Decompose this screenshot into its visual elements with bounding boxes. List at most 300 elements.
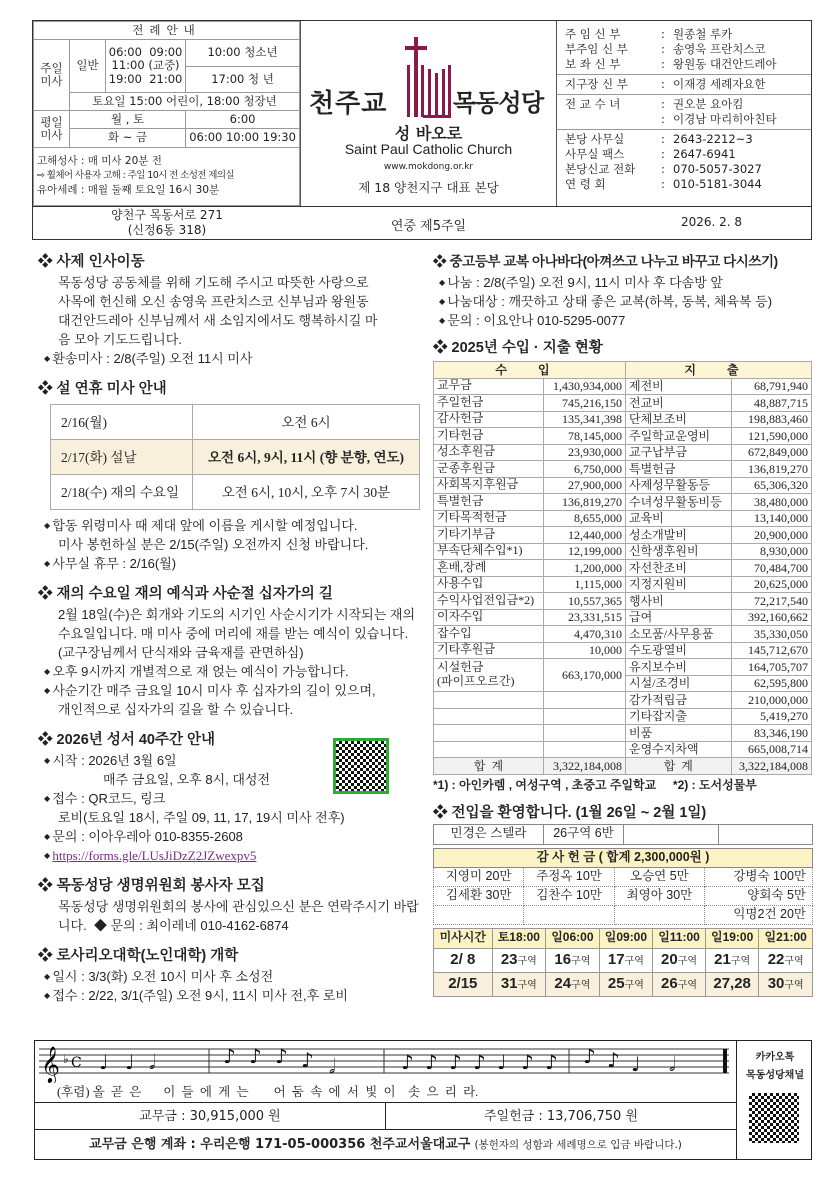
svg-text:♩: ♩ <box>497 1050 507 1074</box>
donor-cell: 오승연 5만 <box>614 867 704 886</box>
youth-mass: 10:00 청소년 <box>186 40 300 66</box>
svg-text:♪: ♪ <box>449 1050 462 1074</box>
expense-item: 기타잡지출 <box>626 708 732 725</box>
expense-amount: 65,306,320 <box>731 477 811 494</box>
expense-item: 제전비 <box>626 378 732 395</box>
table-row <box>434 626 812 643</box>
mon-sat-time: 6:00 <box>186 111 300 129</box>
expense-amount: 198,883,460 <box>731 411 811 428</box>
header-cell: 일21:00 <box>759 928 813 948</box>
date-cell: 2/16(월) <box>51 405 193 440</box>
qr-code[interactable] <box>333 738 389 794</box>
sunday-offering-total: 주일헌금 : 13,706,750 원 <box>386 1103 737 1130</box>
income-item: 사회복지후원금 <box>434 477 544 494</box>
general-times: 06:00 09:00 11:00 (교중) 19:00 21:00 <box>106 40 186 92</box>
church-logo <box>301 21 556 206</box>
time-cell: 오전 6시, 9시, 11시 (향 분향, 연도) <box>193 440 420 475</box>
income-amount: 8,655,000 <box>544 510 626 527</box>
svg-text:♪: ♪ <box>301 1048 314 1072</box>
expense-item: 자선찬조비 <box>626 560 732 577</box>
area-cell <box>705 948 759 972</box>
header-cell: 일11:00 <box>653 928 706 948</box>
staff-row <box>565 57 803 72</box>
area-cell <box>653 948 706 972</box>
bullet-item-cont: 매주 금요일, 오후 8시, 대성전 <box>103 772 271 787</box>
expense-amount: 8,930,000 <box>731 543 811 560</box>
income-item: 특별헌금 <box>434 494 544 511</box>
staff-row <box>565 97 803 112</box>
staff-row <box>565 112 803 127</box>
unit-label: 구역 <box>784 955 804 967</box>
table-row <box>434 948 813 972</box>
table-row <box>51 440 420 475</box>
staff-row <box>565 27 803 42</box>
cell-value: 16 <box>554 950 572 968</box>
income-item: 기타헌금 <box>434 428 544 445</box>
header-cell: 미사시간 <box>434 928 493 948</box>
expense-amount: 13,140,000 <box>731 510 811 527</box>
newcomer-area: 26구역 6반 <box>544 824 624 844</box>
income-item: 기타후원금 <box>434 642 544 659</box>
kakao-channel-label: 카카오톡 목동성당채널 <box>746 1052 804 1081</box>
logo-text-right: 목동성당 <box>453 89 544 117</box>
colon: : <box>661 112 665 126</box>
bullet-item-cont: 미사 봉헌하실 분은 2/15(주일) 오전까지 신청 바랍니다. <box>58 537 369 552</box>
income-amount: 12,440,000 <box>544 527 626 544</box>
income-amount: 6,750,000 <box>544 461 626 478</box>
expense-item: 교구납부금 <box>626 444 732 461</box>
expense-item: 특별헌금 <box>626 461 732 478</box>
cell-value: 24 <box>554 974 572 992</box>
area-cell <box>599 972 653 996</box>
unit-label: 구역 <box>677 955 698 967</box>
income-amount: 27,900,000 <box>544 477 626 494</box>
table-header <box>434 362 812 379</box>
expense-amount: 83,346,190 <box>731 725 811 742</box>
mon-sat-label: 월 , 토 <box>70 111 186 129</box>
time-cell: 오전 6시, 10시, 오후 7시 30분 <box>193 475 420 510</box>
income-amount: 78,145,000 <box>544 428 626 445</box>
table-row <box>434 886 813 905</box>
staff-contacts <box>556 21 811 206</box>
colon: : <box>661 42 665 56</box>
address: 양천구 목동서로 271 <box>111 208 223 222</box>
section-title: 재의 수요일 재의 예식과 사순절 십자가의 길 <box>56 586 333 602</box>
expense-amount: 145,712,670 <box>731 642 811 659</box>
cell-value: 17 <box>607 950 625 968</box>
time-cell: 오전 6시 <box>193 405 420 440</box>
expense-total: 3,322,184,008 <box>731 758 811 775</box>
income-item: 감사헌금 <box>434 411 544 428</box>
svg-text:♪: ♪ <box>473 1050 486 1074</box>
uniform-sharing-section: ❖ 중고등부 교복 아나바다(아껴쓰고 나누고 바꾸고 다시쓰기) ◆ 나눔 : 2/8(주일) 오전 9시, 11시 미사 후 다솜방 앞 ◆ 나눔대상 : 깨끗하고 상태 좋은 교복(하복, 동복, 체육복 등) ◆ 문의 : 이요안나 010-5295-0077 <box>433 252 818 330</box>
income-item: 이자수입 <box>434 609 544 626</box>
empty-cell <box>544 692 626 709</box>
unit-label: 구역 <box>571 979 591 991</box>
table-row <box>434 494 812 511</box>
patron-saint: 성 바오로 <box>394 124 463 143</box>
bullet-item: ◆ 오후 9시까지 개별적으로 재 얹는 예식이 가능합니다. <box>38 662 423 681</box>
bullet-item: ◆ 합동 위령미사 때 제대 앞에 이름을 게시할 예정입니다. <box>38 516 423 535</box>
staff-role: 부주임 신 부 <box>565 42 628 56</box>
bullet-item-cont: 로비(토요일 18시, 주일 09, 11, 17, 19시 미사 전후) <box>58 810 345 825</box>
income-amount: 1,200,000 <box>544 560 626 577</box>
income-item: 기타목적헌금 <box>434 510 544 527</box>
staff-value: 권오분 요아킴 <box>673 97 744 111</box>
section-title: 전입을 환영합니다. (1월 26일 ~ 2월 1일) <box>451 804 707 821</box>
liturgical-sunday: 연중 제5주일 <box>390 219 467 234</box>
bullet-item: ◆ 나눔 : 2/8(주일) 오전 9시, 11시 미사 후 다솜방 앞 <box>433 273 818 292</box>
contact: ◆ 문의 : 최이레네 010-4162-6874 <box>93 918 289 933</box>
bullet-item: ◆ 접수 : 2/22, 3/1(주일) 오전 9시, 11시 미사 전,후 로비 <box>38 986 423 1005</box>
expense-item: 비품 <box>626 725 732 742</box>
svg-text:♩: ♩ <box>125 1050 135 1074</box>
ash-wednesday-section: ❖ 재의 수요일 재의 예식과 사순절 십자가의 길 2월 18일(수)은 회개와 기도의 시기인 사순시기가 시작되는 재의 수요일입니다. 매 미사 중에 머리에 재를 받는 예식이 있습니다. (교구장님께서 단식재와 금육재를 관면하심) ◆ 오후 9시까지 개별적으로 재 얹는 예식이 가능합니다. ◆ 사순기간 매주 금요일 10시 미사 후 십자가의 길이 있으며, 개인적으로 십자가의 길을 할 수 있습니다. <box>38 584 423 719</box>
colon: : <box>661 57 665 71</box>
tue-fri-times: 06:00 10:00 19:30 <box>186 129 300 147</box>
area-cell <box>546 972 600 996</box>
cell-value: 23 <box>500 950 518 968</box>
bible-study-section: ❖ 2026년 성서 40주간 안내 ◆ 시작 : 2026년 3월 6일 매주 금요일, 오후 8시, 대성전 ◆ 접수 : QR코드, 링크 로비(토요일 18시, 주일 09, 11, 17, 19시 미사 전후) ◆ 문의 : 이아우레아 010-8355-2608 ◆ https://forms.gle/LUsJiDzZ2JZwexpv5 <box>38 730 423 865</box>
staff-value: 왕원동 대건안드레아 <box>673 57 777 71</box>
donor-cell: 최영아 30만 <box>614 886 704 905</box>
colon: : <box>661 162 665 176</box>
expense-item: 소모품/사무용품 <box>626 626 732 643</box>
wheelchair-info: ⇨ 휠체어 사용자 고해 : 주일 10시 전 소성전 제의실 <box>37 170 235 182</box>
income-amount: 12,199,000 <box>544 543 626 560</box>
table-row <box>434 428 812 445</box>
website[interactable]: www.mokdong.or.kr <box>383 162 474 172</box>
svg-text:𝅗𝅥: 𝅗𝅥 <box>329 1054 336 1078</box>
expense-amount: 20,625,000 <box>731 576 811 593</box>
expense-item: 행사비 <box>626 593 732 610</box>
unit-label: 구역 <box>517 979 537 991</box>
empty-cell <box>434 741 544 758</box>
section-title: 로사리오대학(노인대학) 개학 <box>56 948 239 964</box>
date-cell: 2/17(화) 설날 <box>51 440 193 475</box>
life-committee-section: ❖ 목동성당 생명위원회 봉사자 모집 목동성당 생명위원회의 봉사에 관심있으신 분은 연락주시기 바랍니다. ◆ 문의 : 최이레네 010-4162-6874 <box>38 878 419 933</box>
section-body: 목동성당 공동체를 위해 기도해 주시고 따뜻한 사랑으로 사목에 헌신해 오신 송영욱 프란치스코 신부님과 왕원동 대건안드레아 신부님께서 새 소임지에서도 행복하시길 마음 모아 기도드립니다. <box>58 275 378 347</box>
expense-amount: 68,791,940 <box>731 378 811 395</box>
income-amount: 1,430,934,000 <box>544 378 626 395</box>
svg-text:♪: ♪ <box>249 1045 262 1068</box>
welcome-table <box>433 824 813 845</box>
staff-role: 주 임 신 부 <box>565 27 621 41</box>
finance-section: ❖ 2025년 수입 · 지출 현황 수 입 지 출 교무금 1,430,934,000 제전비 68,791,940 주일헌금 745,216,150 전교비 48,887,715 감사헌금 135,341,398 단체보조비 198,883,460 기타헌금 78,145,000 주일학교운영비 121,590,000 성소후원금 23,930,000 교구납부금 672,849,000 군종후원금 6,750,000 특별헌금 136,819,270 사회복지후원금 27,900,000 사제성무활동등 65,306,320 특별헌금 136,819,270 수녀성무활동비등 38,480,000 기타목적헌금 8,655,000 교육비 13,140,000 기타기부금 12,440,000 성소개발비 20,900,000 부속단체수입*1) 12,199,000 신학생후원비 8,930,000 혼배,장례 1,200,000 자선찬조비 70,484,700 사용수입 1,115,000 지정지원비 20,625,000 수익사업전입금*2) 10,557,365 행사비 72,217,540 이자수입 23,331,515 급여 392,160,662 잡수입 4,470,310 소모품/사무용품 35,330,050 기타후원금 10,000 수도광열비 145,712,670 시설헌금 (파이프오르간) 663,170,000 유지보수비 164,705,707 시설/조경비 62,595,800 감가적립금 210,000,000 기타잡지출 5,419,270 비품 83,346,190 운영수지차액 665,008,714 합 계 3,322,184,008 합 계 3,322,184,008 *1) : 아인카렘 , 여성구역 , 초중고 주일학교 *2) : 도서성물부 <box>433 338 818 795</box>
area-cell <box>759 948 813 972</box>
header-cell: 일06:00 <box>546 928 600 948</box>
young-adult-mass: 17:00 청 년 <box>186 66 300 92</box>
bullet-item: ◆ 일시 : 3/3(화) 오전 10시 미사 후 소성전 <box>38 967 423 986</box>
expense-amount: 136,819,270 <box>731 461 811 478</box>
expense-amount: 35,330,050 <box>731 626 811 643</box>
area-cell <box>599 948 653 972</box>
kyomu-total: 교무금 : 30,915,000 원 <box>35 1103 386 1130</box>
table-row <box>434 692 812 709</box>
unit-label: 구역 <box>624 955 644 967</box>
svg-text:♪: ♪ <box>583 1045 596 1068</box>
income-amount: 1,115,000 <box>544 576 626 593</box>
expense-amount: 5,419,270 <box>731 708 811 725</box>
header-cell: 토18:00 <box>492 928 546 948</box>
staff-row <box>565 147 803 162</box>
hymn-and-offering-box <box>34 1040 812 1160</box>
unit-label: 구역 <box>730 955 751 967</box>
bank-account: 교무금 은행 계좌 : 우리은행 171-05-000356 천주교서울대교구 <box>89 1137 471 1152</box>
staff-row <box>565 132 803 147</box>
expense-item: 감가적립금 <box>626 692 732 709</box>
table-row <box>434 510 812 527</box>
donor-cell: 주정옥 10만 <box>524 867 614 886</box>
staff-group <box>557 21 811 75</box>
donor-cell <box>434 905 524 924</box>
mass-assignment-table <box>433 928 813 997</box>
header <box>32 20 812 240</box>
liturgy-title: 전례안내 <box>34 22 300 40</box>
cell-value: 25 <box>607 974 625 992</box>
expense-item: 수도광열비 <box>626 642 732 659</box>
table-row <box>434 725 812 742</box>
expense-item: 운영수지차액 <box>626 741 732 758</box>
area-cell <box>705 972 759 996</box>
total-label: 합 계 <box>434 758 544 775</box>
staff-row <box>565 77 803 92</box>
income-amount: 10,000 <box>544 642 626 659</box>
table-row <box>434 411 812 428</box>
svg-text:C: C <box>71 1055 82 1071</box>
income-amount: 23,331,515 <box>544 609 626 626</box>
staff-role: 지구장 신 부 <box>565 77 628 91</box>
income-amount: 136,819,270 <box>544 494 626 511</box>
bullet-item: ◆ 시작 : 2026년 3월 6일 <box>38 751 423 770</box>
empty-cell <box>544 741 626 758</box>
svg-text:♪: ♪ <box>607 1048 620 1072</box>
section-title: 목동성당 생명위원회 봉사자 모집 <box>56 878 265 894</box>
staff-value: 010-5181-3044 <box>673 177 762 191</box>
registration-link[interactable]: https://forms.gle/LUsJiDzZ2JZwexpv5 <box>52 848 257 863</box>
svg-text:𝅗𝅥: 𝅗𝅥 <box>669 1052 676 1076</box>
bullet-item: ◆ 문의 : 이요안나 010-5295-0077 <box>433 311 818 330</box>
holiday-mass-table <box>50 404 420 510</box>
table-row <box>434 395 812 412</box>
empty-cell <box>434 708 544 725</box>
expense-item: 신학생후원비 <box>626 543 732 560</box>
right-column <box>433 252 818 997</box>
bullet-item-cont: 개인적으로 십자가의 길을 할 수 있습니다. <box>58 702 294 717</box>
staff-role: 본당 사무실 <box>565 132 625 146</box>
header-cell: 일19:00 <box>705 928 759 948</box>
staff-row <box>565 42 803 57</box>
thanks-title: 감 사 헌 금 ( 합계 2,300,000원 ) <box>434 848 813 867</box>
svg-text:♪: ♪ <box>275 1045 288 1068</box>
staff-value: 2643-2212~3 <box>673 132 753 146</box>
hymn-lyrics: (후렴) 올 곧 은 이 들 에 게 는 어 둠 속 에 서 빛 이 솟 으 리 라. <box>57 1085 479 1099</box>
income-amount: 23,930,000 <box>544 444 626 461</box>
staff-value: 070-5057-3027 <box>673 162 762 176</box>
expense-amount: 62,595,800 <box>731 675 811 692</box>
date-cell <box>434 948 493 972</box>
thanks-title-row <box>434 848 813 867</box>
table-header <box>434 928 813 948</box>
table-row <box>434 543 812 560</box>
section-body: 2월 18일(수)은 회개와 기도의 시기인 사순시기가 시작되는 재의 수요일입니다. 매 미사 중에 머리에 재를 받는 예식이 있습니다. (교구장님께서 단식재와 금육재를 관면하심) <box>58 607 416 660</box>
section-title: 2026년 성서 40주간 안내 <box>56 732 216 748</box>
income-amount: 135,341,398 <box>544 411 626 428</box>
empty-cell <box>434 725 544 742</box>
expense-item: 성소개발비 <box>626 527 732 544</box>
table-row <box>434 905 813 924</box>
donor-cell: 강병숙 100만 <box>705 867 813 886</box>
table-row <box>51 405 420 440</box>
table-row <box>434 576 812 593</box>
bulletin-date: 2026. 2. 8 <box>681 215 743 229</box>
donor-cell <box>524 905 614 924</box>
staff-role: 사무실 팩스 <box>565 147 625 161</box>
staff-value: 이경남 마리히아친타 <box>673 112 777 126</box>
liturgy-schedule <box>33 21 301 206</box>
total-label: 합 계 <box>626 758 732 775</box>
unit-label: 구역 <box>517 955 537 967</box>
donor-cell <box>614 905 704 924</box>
colon: : <box>661 177 665 191</box>
donor-cell: 김찬수 10만 <box>524 886 614 905</box>
staff-value: 송영욱 프란치스코 <box>673 42 766 56</box>
svg-text:♩: ♩ <box>631 1052 641 1076</box>
staff-role: 연 령 회 <box>565 177 606 191</box>
staff-group <box>557 75 811 95</box>
header-cell: 일09:00 <box>599 928 653 948</box>
area-cell <box>653 972 706 996</box>
cell-value: 20 <box>661 950 678 968</box>
finance-table <box>433 361 812 775</box>
table-row <box>51 475 420 510</box>
svg-text:♪: ♪ <box>545 1050 558 1074</box>
colon: : <box>661 132 665 146</box>
bullet-item: ◆ 나눔대상 : 깨끗하고 상태 좋은 교복(하복, 동복, 체육복 등) <box>433 292 818 311</box>
unit-label: 구역 <box>624 979 644 991</box>
income-item: 기타기부금 <box>434 527 544 544</box>
empty-cell <box>434 692 544 709</box>
bullet-item: ◆ 환송미사 : 2/8(주일) 오전 11시 미사 <box>38 349 423 368</box>
music-staff-icon <box>39 1045 731 1083</box>
empty-cell <box>544 708 626 725</box>
address-old: (신정6동 318) <box>127 223 207 237</box>
section-title: 중고등부 교복 아나바다(아껴쓰고 나누고 바꾸고 다시쓰기) <box>449 254 778 269</box>
staff-role: 본당신교 전화 <box>565 162 636 176</box>
staff-role: 보 좌 신 부 <box>565 57 621 71</box>
kakao-qr-code[interactable] <box>749 1093 799 1143</box>
cell-value: 30 <box>767 974 785 992</box>
colon: : <box>661 147 665 161</box>
expense-amount: 20,900,000 <box>731 527 811 544</box>
staff-role <box>565 112 661 127</box>
area-cell <box>546 948 600 972</box>
staff-value: 2647-6941 <box>673 147 736 161</box>
cell-value: 31 <box>500 974 518 992</box>
svg-text:♭: ♭ <box>63 1052 69 1066</box>
income-amount: 4,470,310 <box>544 626 626 643</box>
staff-value: 원종철 루카 <box>673 27 733 41</box>
unit-label: 구역 <box>677 979 698 991</box>
income-total: 3,322,184,008 <box>544 758 626 775</box>
finance-footnote: *1) : 아인카렘 , 여성구역 , 초중고 주일학교 *2) : 도서성물부 <box>433 777 757 792</box>
colon: : <box>661 27 665 41</box>
expense-item: 지정지원비 <box>626 576 732 593</box>
expense-item: 전교비 <box>626 395 732 412</box>
donor-cell: 김세환 30만 <box>434 886 524 905</box>
staff-group <box>557 130 811 194</box>
table-row <box>434 477 812 494</box>
income-item: 수익사업전입금*2) <box>434 593 544 610</box>
cell-value: 2/15 <box>448 974 478 992</box>
hymn-score <box>35 1041 737 1103</box>
cell-value: 21 <box>714 950 731 968</box>
income-amount: 663,170,000 <box>544 659 626 692</box>
left-column <box>38 252 423 1005</box>
empty-cell <box>544 725 626 742</box>
table-row <box>434 659 812 676</box>
donor-cell: 지영미 20만 <box>434 867 524 886</box>
expense-item: 유지보수비 <box>626 659 732 676</box>
expense-item: 급여 <box>626 609 732 626</box>
staff-row <box>565 177 803 192</box>
income-item: 교무금 <box>434 378 544 395</box>
expense-amount: 672,849,000 <box>731 444 811 461</box>
area-cell <box>492 948 546 972</box>
date-cell <box>434 972 493 996</box>
table-row <box>434 593 812 610</box>
lunar-new-year-section: ❖ 설 연휴 미사 안내 2/16(월) 오전 6시 2/17(화) 설날 오전 6시, 9시, 11시 (향 분향, 연도) 2/18(수) 재의 수요일 오전 6시, 10시, 오후 7시 30분 ◆ 합동 위령미사 때 제대 앞에 이름을 게시할 예정입니다. 미사 봉헌하실 분은 2/15(주일) 오전까지 신청 바랍니다. ◆ 사무실 휴무 : 2/16(월) <box>38 379 423 573</box>
table-row <box>434 461 812 478</box>
unit-label: 구역 <box>784 979 804 991</box>
logo-text-left: 천주교 <box>309 89 388 119</box>
staff-value: 이재경 세례자요한 <box>673 77 766 91</box>
bullet-item: ◆ 사순기간 매주 금요일 10시 미사 후 십자가의 길이 있으며, <box>38 681 423 700</box>
cell-value: 26 <box>661 974 678 992</box>
baptism-info: 유아세례 : 매월 둘째 토요일 16시 30분 <box>37 184 220 197</box>
table-row <box>434 867 813 886</box>
bullet-item: ◆ 접수 : QR코드, 링크 <box>38 789 423 808</box>
expense-amount: 121,590,000 <box>731 428 811 445</box>
income-item: 사용수입 <box>434 576 544 593</box>
cell-value: 2/ 8 <box>450 950 476 968</box>
income-header: 수 입 <box>434 362 626 379</box>
confession-info: 고해성사 : 매 미사 20분 전 <box>37 155 162 168</box>
income-item: 성소후원금 <box>434 444 544 461</box>
expense-header: 지 출 <box>626 362 812 379</box>
bullet-item: ◆ 문의 : 이아우레아 010-8355-2608 <box>38 827 423 846</box>
svg-text:♪: ♪ <box>521 1050 534 1074</box>
info-bar <box>33 206 811 240</box>
area-cell <box>759 972 813 996</box>
priest-transfer-section: ❖ 사제 인사이동 목동성당 공동체를 위해 기도해 주시고 따뜻한 사랑으로 사목에 헌신해 오신 송영욱 프란치스코 신부님과 왕원동 대건안드레아 신부님께서 새 소임지에서도 행복하시길 마음 모아 기도드립니다. ◆ 환송미사 : 2/8(주일) 오전 11시 미사 <box>38 252 423 368</box>
expense-amount: 392,160,662 <box>731 609 811 626</box>
svg-text:♪: ♪ <box>223 1045 236 1068</box>
expense-item: 사제성무활동등 <box>626 477 732 494</box>
cross-church-icon <box>401 37 453 119</box>
section-body: 목동성당 생명위원회의 봉사에 관심있으신 분은 연락주시기 바랍니다. <box>58 899 419 933</box>
svg-text:♪: ♪ <box>401 1050 414 1074</box>
unit-label: 구역 <box>571 955 591 967</box>
total-row <box>434 758 812 775</box>
section-title: 2025년 수입 · 지출 현황 <box>451 340 603 356</box>
table-row <box>434 378 812 395</box>
expense-item: 주일학교운영비 <box>626 428 732 445</box>
expense-amount: 72,217,540 <box>731 593 811 610</box>
donor-cell: 양회숙 5만 <box>705 886 813 905</box>
district: 제 18 양천지구 대표 본당 <box>358 180 499 195</box>
income-amount: 745,216,150 <box>544 395 626 412</box>
